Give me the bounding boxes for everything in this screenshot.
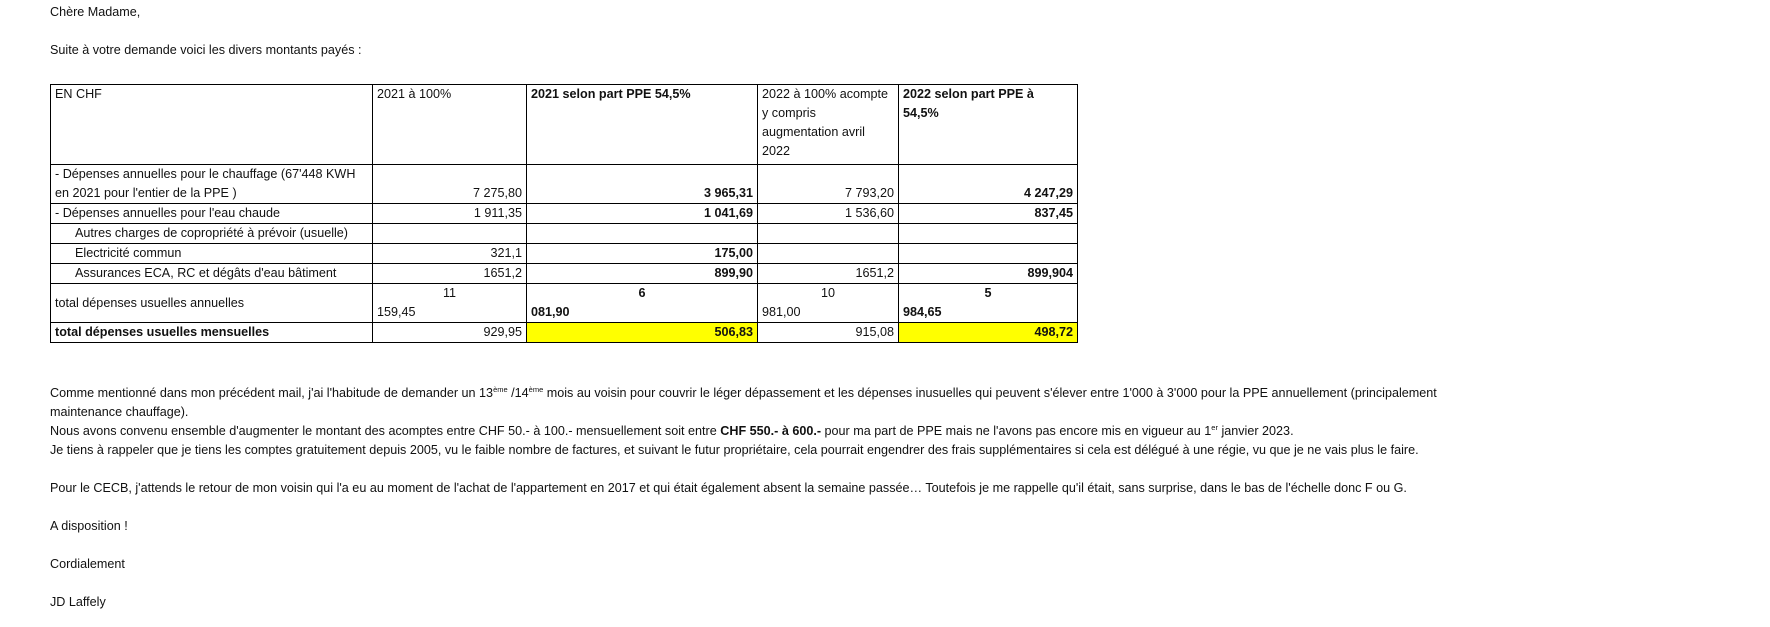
intro-text: Suite à votre demande voici les divers montants payés : (50, 43, 362, 57)
amounts-table (50, 84, 1078, 343)
cell-part: 081,90 (531, 305, 570, 319)
text-run: /14 (507, 386, 529, 400)
closing-2: Cordialement (50, 557, 125, 571)
table-row (51, 284, 1078, 323)
text-run: mois au voisin pour couvrir le léger dépassement et les dépenses inusuelles qui peuvent s'élever entre 1'000 à 3'000 pour la PPE annuellement (principalement (543, 386, 1437, 400)
table-cell (758, 284, 899, 323)
row-label: Assurances ECA, RC et dégâts d'eau bâtiment (51, 264, 373, 284)
paragraph-1 (50, 385, 1437, 402)
text-run: Nous avons convenu ensemble d'augmenter le montant des acomptes entre CHF 50.- à 100.- mensuellement soit entre (50, 424, 721, 438)
table-row (51, 204, 1078, 224)
highlighted-cell: 498,72 (899, 323, 1078, 343)
superscript: ème (528, 385, 544, 394)
greeting: Chère Madame, (50, 5, 141, 19)
table-cell (373, 224, 527, 244)
cell-part: 10 (820, 286, 835, 300)
cell-part: 159,45 (377, 305, 416, 319)
row-label: - Dépenses annuelles pour le chauffage (67'448 KWH en 2021 pour l'entier de la PPE ) (51, 165, 373, 204)
header-cell: EN CHF (51, 85, 373, 165)
table-cell: 3 965,31 (527, 165, 758, 204)
text-run: Comme mentionné dans mon précédent mail, j'ai l'habitude de demander un 13 (50, 386, 494, 400)
closing-1: A disposition ! (50, 519, 128, 533)
row-label: Autres charges de copropriété à prévoir (usuelle) (51, 224, 373, 244)
header-cell: 2021 à 100% (373, 85, 527, 165)
table-cell: 1 536,60 (758, 204, 899, 224)
table-cell: 4 247,29 (899, 165, 1078, 204)
header-cell: 2022 à 100% acompte y compris augmentation avril 2022 (758, 85, 899, 165)
paragraph-3: Je tiens à rappeler que je tiens les comptes gratuitement depuis 2005, vu le faible nombre de factures, et suivant le futur propriétaire, cela pourrait engendrer des frais supplémentaires si cela est délégué à une régie, vu que je ne vais plus le faire. (50, 443, 1419, 457)
table-cell (527, 224, 758, 244)
table-cell: 175,00 (527, 244, 758, 264)
table-cell (758, 224, 899, 244)
header-cell: 2022 selon part PPE à 54,5% (899, 85, 1078, 165)
paragraph-2 (50, 423, 1294, 440)
bold-amount: CHF 550.- à 600.- (720, 424, 822, 438)
table-cell: 915,08 (758, 323, 899, 343)
table-cell: 929,95 (373, 323, 527, 343)
row-label: - Dépenses annuelles pour l'eau chaude (51, 204, 373, 224)
table-cell: 321,1 (373, 244, 527, 264)
highlighted-cell: 506,83 (527, 323, 758, 343)
table-cell: 1651,2 (758, 264, 899, 284)
row-label: total dépenses usuelles mensuelles (51, 323, 373, 343)
table-row (51, 224, 1078, 244)
header-cell: 2021 selon part PPE 54,5% (527, 85, 758, 165)
table-cell: 7 793,20 (758, 165, 899, 204)
table-cell: 1651,2 (373, 264, 527, 284)
table-cell (899, 284, 1078, 323)
row-label: total dépenses usuelles annuelles (51, 284, 373, 323)
table-cell (373, 284, 527, 323)
table-cell (758, 244, 899, 264)
table-cell (899, 224, 1078, 244)
text-run: janvier 2023. (1217, 424, 1294, 438)
superscript: ème (493, 385, 508, 394)
cell-part: 11 (442, 286, 457, 300)
paragraph-1-line-2: maintenance chauffage). (50, 405, 189, 419)
table-cell: 1 041,69 (527, 204, 758, 224)
table-cell: 1 911,35 (373, 204, 527, 224)
table-cell: 899,904 (899, 264, 1078, 284)
cell-part: 984,65 (903, 305, 942, 319)
table-row (51, 264, 1078, 284)
paragraph-4: Pour le CECB, j'attends le retour de mon voisin qui l'a eu au moment de l'achat de l'appartement en 2017 et qui était également absent la semaine passée… Toutefois je me rappelle qu'il était, sans surprise, dans le bas de l'échelle donc F ou G. (50, 481, 1407, 495)
signature: JD Laffely (50, 595, 106, 609)
cell-part: 6 (638, 286, 646, 300)
table-cell (899, 244, 1078, 264)
superscript: er (1211, 423, 1218, 432)
table-cell: 837,45 (899, 204, 1078, 224)
text-run: pour ma part de PPE mais ne l'avons pas encore mis en vigueur au 1 (821, 424, 1212, 438)
table-header-row (51, 85, 1078, 165)
cell-part: 5 (984, 286, 992, 300)
table-cell: 899,90 (527, 264, 758, 284)
table-cell (527, 284, 758, 323)
table-row (51, 165, 1078, 204)
table-cell: 7 275,80 (373, 165, 527, 204)
cell-part: 981,00 (762, 305, 801, 319)
row-label: Electricité commun (51, 244, 373, 264)
table-row-total (51, 323, 1078, 343)
table-row (51, 244, 1078, 264)
